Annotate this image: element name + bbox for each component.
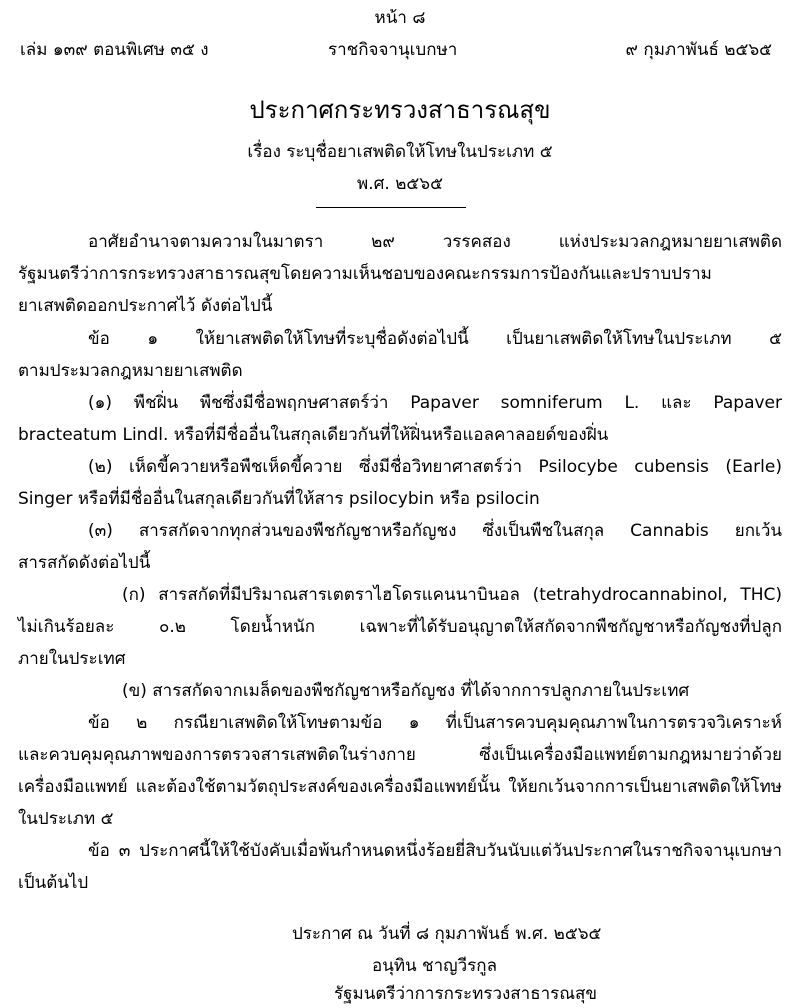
body-line: รัฐมนตรีว่าการกระทรวงสาธารณสุขโดยความเห็นชอบของคณะกรรมการป้องกันและปราบปราม (18, 264, 712, 284)
announcement-title: ประกาศกระทรวงสาธารณสุข (249, 96, 551, 124)
item-2: (๒) เห็ดขี้ควายหรือพืชเห็ดขี้ควาย ซึ่งมีชื่อวิทยาศาสตร์ว่า Psilocybe cubensis (Earle) (88, 457, 782, 477)
announcement-date: ประกาศ ณ วันที่ ๘ กุมภาพันธ์ พ.ศ. ๒๕๖๕ (292, 924, 602, 944)
body-line: ในประเภท ๕ (18, 809, 114, 829)
signatory-name: อนุทิน ชาญวีรกูล (372, 956, 498, 976)
page-number: หน้า ๘ (374, 8, 426, 28)
clause-3: ข้อ ๓ ประกาศนี้ให้ใช้บังคับเมื่อพ้นกำหนดหนึ่งร้อยยี่สิบวันนับแต่วันประกาศในราชกิจจานุเบกษา (88, 841, 782, 861)
body-line: bracteatum Lindl. หรือที่มีชื่ออื่นในสกุลเดียวกันที่ให้ฝิ่นหรือแอลคาลอยด์ของฝิ่น (18, 425, 609, 445)
body-line: ภายในประเทศ (18, 649, 126, 669)
item-3: (๓) สารสกัดจากทุกส่วนของพืชกัญชาหรือกัญชง ซึ่งเป็นพืชในสกุล Cannabis ยกเว้น (88, 521, 782, 541)
signatory-position: รัฐมนตรีว่าการกระทรวงสาธารณสุข (334, 984, 598, 1004)
title-divider (316, 207, 466, 208)
body-line: Singer หรือที่มีชื่ออื่นในสกุลเดียวกันที่ให้สาร psilocybin หรือ psilocin (18, 489, 540, 509)
body-line: สารสกัดดังต่อไปนี้ (18, 553, 151, 573)
body-line: ยาเสพติดออกประกาศไว้ ดังต่อไปนี้ (18, 296, 273, 316)
clause-1: ข้อ ๑ ให้ยาเสพติดให้โทษที่ระบุชื่อดังต่อไปนี้ เป็นยาเสพติดให้โทษในประเภท ๕ (88, 329, 782, 349)
volume-issue: เล่ม ๑๓๙ ตอนพิเศษ ๓๕ ง (20, 40, 209, 60)
announcement-subject: เรื่อง ระบุชื่อยาเสพติดให้โทษในประเภท ๕ (247, 142, 553, 162)
body-line: ตามประมวลกฎหมายยาเสพติด (18, 361, 243, 381)
gazette-name: ราชกิจจานุเบกษา (328, 40, 458, 60)
item-1: (๑) พืชฝิ่น พืชซึ่งมีชื่อพฤกษศาสตร์ว่า Papaver somniferum L. และ Papaver (88, 393, 782, 413)
gazette-date: ๙ กุมภาพันธ์ ๒๕๖๕ (625, 40, 772, 60)
body-line: ไม่เกินร้อยละ ๐.๒ โดยน้ำหนัก เฉพาะที่ได้รับอนุญาตให้สกัดจากพืชกัญชาหรือกัญชงที่ปลูก (18, 617, 782, 637)
body-line: และควบคุมคุณภาพของการตรวจสารเสพติดในร่างกาย ซึ่งเป็นเครื่องมือแพทย์ตามกฎหมายว่าด้วย (18, 745, 782, 765)
clause-2: ข้อ ๒ กรณียาเสพติดให้โทษตามข้อ ๑ ที่เป็นสารควบคุมคุณภาพในการตรวจวิเคราะห์ (88, 713, 782, 733)
body-line: อาศัยอำนาจตามความในมาตรา ๒๙ วรรคสอง แห่งประมวลกฎหมายยาเสพติด (88, 232, 782, 252)
sub-item-a: (ก) สารสกัดที่มีปริมาณสารเตตราไฮโดรแคนนาบินอล (tetrahydrocannabinol, THC) (122, 585, 782, 605)
body-line: เครื่องมือแพทย์ และต้องใช้ตามวัตถุประสงค์ของเครื่องมือแพทย์นั้น ให้ยกเว้นจากการเป็นยาเสพติดให้โทษ (18, 777, 782, 797)
announcement-year: พ.ศ. ๒๕๖๕ (357, 174, 443, 194)
body-line: เป็นต้นไป (18, 873, 89, 893)
sub-item-b: (ข) สารสกัดจากเมล็ดของพืชกัญชาหรือกัญชง ที่ได้จากการปลูกภายในประเทศ (122, 681, 690, 701)
